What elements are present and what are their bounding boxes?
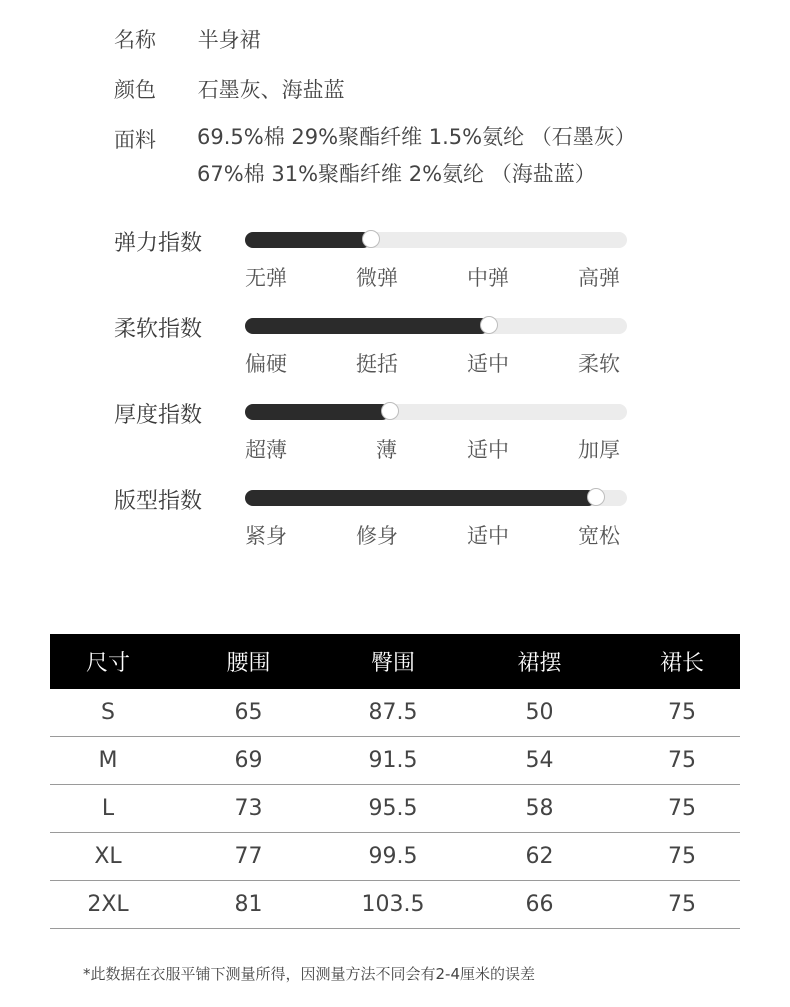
size-table-row <box>50 785 740 833</box>
size-table-cell: 81 <box>166 881 331 929</box>
size-table-cell: 75 <box>624 833 740 881</box>
index-name: 柔软指数 <box>114 317 203 342</box>
fabric-label: 面料 <box>114 128 156 152</box>
index-fill <box>245 404 390 420</box>
index-scale-label: 修身 <box>356 524 398 548</box>
index-row <box>114 226 634 306</box>
index-scale-label: 适中 <box>467 524 509 548</box>
size-table-header-cell: 尺寸 <box>50 634 166 689</box>
index-scale <box>245 348 627 378</box>
size-table-row <box>50 881 740 929</box>
index-scale-label: 微弹 <box>356 266 398 290</box>
size-table-cell: 103.5 <box>331 881 455 929</box>
size-table-cell: 87.5 <box>331 689 455 737</box>
size-table-header-cell: 腰围 <box>166 634 331 689</box>
index-scale-label: 高弹 <box>578 266 620 290</box>
index-fill <box>245 318 489 334</box>
index-scale-label: 适中 <box>467 438 509 462</box>
size-table-cell: 99.5 <box>331 833 455 881</box>
size-table-cell: 66 <box>455 881 624 929</box>
color-row <box>114 74 345 104</box>
index-scale-label: 偏硬 <box>245 352 287 376</box>
color-label: 颜色 <box>114 78 156 102</box>
index-knob <box>381 402 399 420</box>
size-table-cell: S <box>50 689 166 737</box>
index-track <box>245 232 627 248</box>
index-scale-label: 紧身 <box>245 524 287 548</box>
measurement-note: *此数据在衣服平铺下测量所得，因测量方法不同会有2-4厘米的误差 <box>83 965 536 983</box>
index-scale <box>245 434 627 464</box>
index-scale-label: 薄 <box>376 438 397 462</box>
size-table-row <box>50 737 740 785</box>
size-table-cell: 2XL <box>50 881 166 929</box>
index-name: 版型指数 <box>114 489 203 514</box>
size-table-cell: 73 <box>166 785 331 833</box>
index-scale-label: 加厚 <box>578 438 620 462</box>
size-table-header-cell: 裙摆 <box>455 634 624 689</box>
size-table <box>50 634 740 929</box>
size-table-row <box>50 689 740 737</box>
size-table-row <box>50 833 740 881</box>
index-row <box>114 398 634 478</box>
size-table-cell: 77 <box>166 833 331 881</box>
index-name: 弹力指数 <box>114 231 203 256</box>
index-scale-label: 适中 <box>467 352 509 376</box>
name-value: 半身裙 <box>197 28 261 52</box>
name-label: 名称 <box>114 28 156 52</box>
index-scale-label: 柔软 <box>578 352 620 376</box>
size-table-cell: 50 <box>455 689 624 737</box>
index-knob <box>362 230 380 248</box>
size-table-cell: 75 <box>624 881 740 929</box>
index-track <box>245 404 627 420</box>
index-row <box>114 312 634 392</box>
index-scale-label: 无弹 <box>245 266 287 290</box>
index-fill <box>245 490 596 506</box>
size-table-cell: M <box>50 737 166 785</box>
size-table-cell: 75 <box>624 737 740 785</box>
size-table-cell: 75 <box>624 689 740 737</box>
fabric-line: 69.5%棉 29%聚酯纤维 1.5%氨纶 （石墨灰） <box>197 125 636 149</box>
size-table-cell: 62 <box>455 833 624 881</box>
fabric-line: 67%棉 31%聚酯纤维 2%氨纶 （海盐蓝） <box>197 162 596 186</box>
size-table-cell: XL <box>50 833 166 881</box>
size-table-cell: 91.5 <box>331 737 455 785</box>
index-scale-label: 中弹 <box>467 266 509 290</box>
color-value: 石墨灰、海盐蓝 <box>197 78 345 102</box>
index-knob <box>587 488 605 506</box>
size-table-header <box>50 634 740 689</box>
index-name: 厚度指数 <box>114 403 203 428</box>
index-track <box>245 318 627 334</box>
size-table-cell: 58 <box>455 785 624 833</box>
size-table-cell: 95.5 <box>331 785 455 833</box>
size-table-cell: 54 <box>455 737 624 785</box>
name-row <box>114 24 261 54</box>
index-track <box>245 490 627 506</box>
fabric-composition <box>197 124 636 198</box>
index-scale-label: 超薄 <box>245 438 287 462</box>
index-scale-label: 宽松 <box>578 524 620 548</box>
size-table-cell: L <box>50 785 166 833</box>
index-scale-label: 挺括 <box>356 352 398 376</box>
fabric-row <box>114 124 636 186</box>
index-scale <box>245 262 627 292</box>
index-scale <box>245 520 627 550</box>
index-knob <box>480 316 498 334</box>
size-table-header-cell: 裙长 <box>624 634 740 689</box>
size-table-cell: 69 <box>166 737 331 785</box>
index-fill <box>245 232 371 248</box>
size-table-cell: 75 <box>624 785 740 833</box>
index-row <box>114 484 634 564</box>
size-table-header-cell: 臀围 <box>331 634 455 689</box>
size-table-cell: 65 <box>166 689 331 737</box>
